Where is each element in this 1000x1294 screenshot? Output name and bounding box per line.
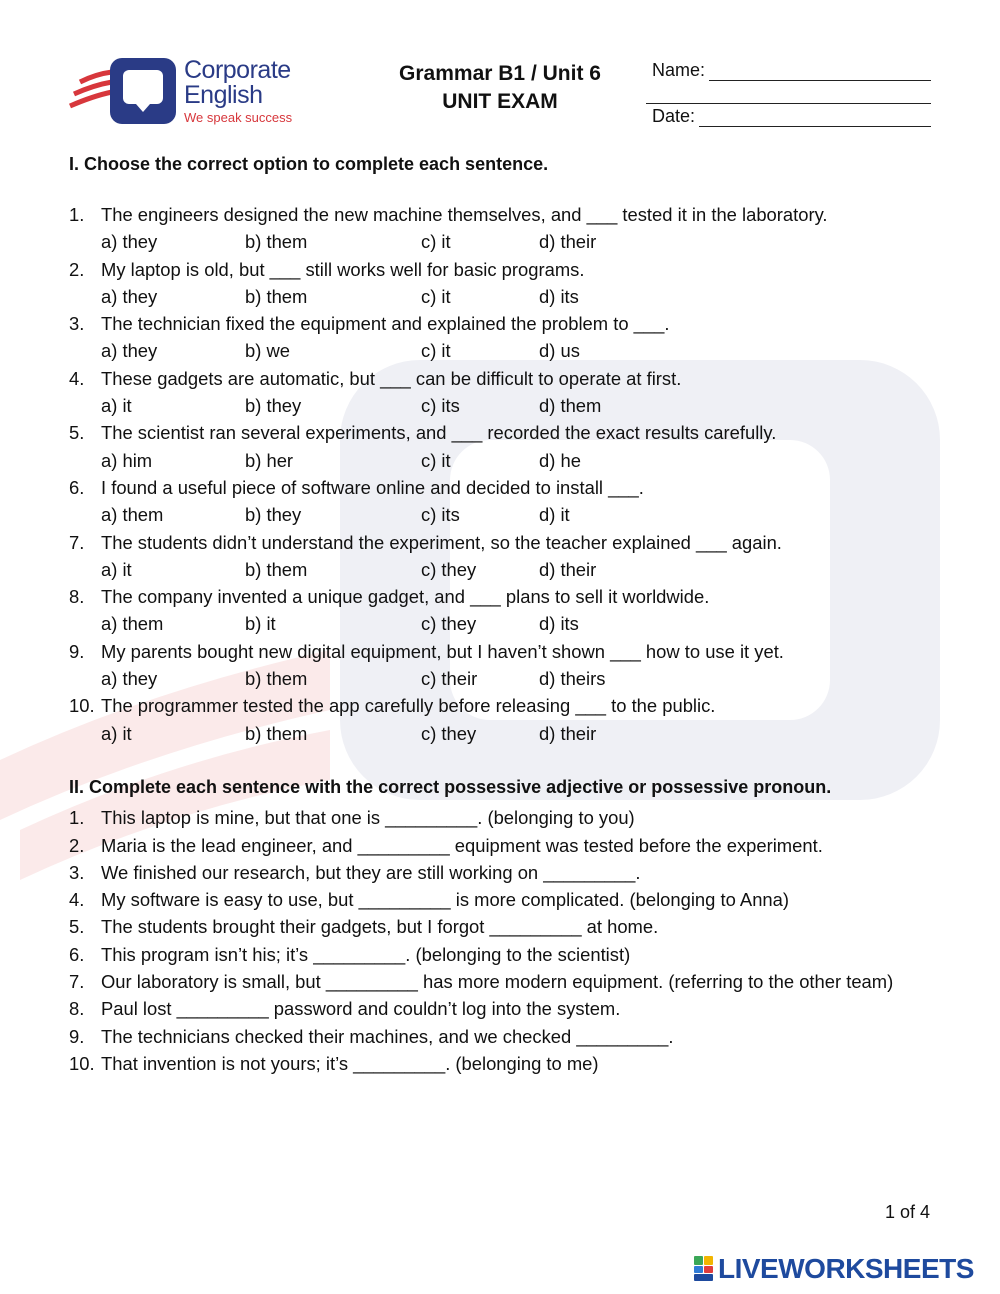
question-number: 4. — [69, 367, 85, 389]
option-d[interactable]: d) them — [539, 395, 602, 417]
option-b[interactable]: b) we — [245, 340, 290, 362]
option-b[interactable]: b) they — [245, 395, 302, 417]
fill-question-8 — [69, 995, 949, 1022]
option-d[interactable]: d) he — [539, 449, 581, 471]
option-a[interactable]: a) it — [101, 722, 132, 744]
option-a[interactable]: a) him — [101, 449, 153, 471]
exam-title-line1: Grammar B1 / Unit 6 — [399, 62, 601, 85]
option-d[interactable]: d) it — [539, 504, 570, 526]
question-text[interactable]: That invention is not yours; it’s _________. (belonging to me) — [101, 1052, 599, 1074]
question-text: These gadgets are automatic, but ___ can be difficult to operate at first. — [101, 367, 682, 389]
fill-question-10 — [69, 1050, 949, 1077]
question-text: The company invented a unique gadget, and ___ plans to sell it worldwide. — [101, 586, 710, 608]
question-text[interactable]: The students brought their gadgets, but I forgot _________ at home. — [101, 916, 659, 938]
page-number: 1 of 4 — [884, 1202, 930, 1222]
option-a[interactable]: a) it — [101, 395, 132, 417]
question-number: 6. — [69, 943, 85, 965]
liveworksheets-icon — [694, 1256, 714, 1282]
question-8 — [69, 583, 949, 638]
question-text[interactable]: This laptop is mine, but that one is _________. (belonging to you) — [101, 807, 635, 829]
section1-questions — [69, 201, 949, 747]
question-number: 1. — [69, 807, 85, 829]
option-c[interactable]: c) they — [421, 558, 477, 580]
option-a[interactable]: a) them — [101, 504, 164, 526]
logo-wordmark-english: English — [184, 81, 263, 109]
option-b[interactable]: b) them — [245, 668, 308, 690]
date-field[interactable] — [646, 104, 931, 127]
fill-question-6 — [69, 941, 949, 968]
option-c[interactable]: c) it — [421, 231, 451, 253]
option-b[interactable]: b) it — [245, 613, 276, 635]
fill-question-9 — [69, 1023, 949, 1050]
option-c[interactable]: c) they — [421, 722, 477, 744]
option-c[interactable]: c) its — [421, 395, 460, 417]
question-text[interactable]: Our laboratory is small, but _________ has more modern equipment. (referring to the other team) — [101, 971, 894, 993]
option-d[interactable]: d) its — [539, 285, 579, 307]
student-info-fields — [646, 58, 931, 127]
option-c[interactable]: c) it — [421, 285, 451, 307]
question-number: 10. — [69, 695, 95, 717]
question-number: 5. — [69, 916, 85, 938]
section2-questions — [69, 777, 949, 1077]
question-text: The students didn’t understand the experiment, so the teacher explained ___ again. — [101, 531, 782, 553]
option-d[interactable]: d) their — [539, 558, 597, 580]
option-d[interactable]: d) us — [539, 340, 580, 362]
option-c[interactable]: c) they — [421, 613, 477, 635]
question-text[interactable]: Paul lost _________ password and couldn’t log into the system. — [101, 998, 621, 1020]
section1-title: I. Choose the correct option to complete each sentence. — [69, 154, 549, 174]
option-c[interactable]: c) their — [421, 668, 478, 690]
question-number: 5. — [69, 422, 85, 444]
fill-question-7 — [69, 968, 949, 995]
question-2 — [69, 256, 949, 311]
option-b[interactable]: b) them — [245, 231, 308, 253]
question-text: My parents bought new digital equipment, but I haven’t shown ___ how to use it yet. — [101, 640, 784, 662]
question-number: 7. — [69, 531, 85, 553]
question-text: The technician fixed the equipment and explained the problem to ___. — [101, 313, 670, 335]
date-line[interactable] — [699, 108, 931, 127]
exam-title — [370, 60, 630, 116]
option-d[interactable]: d) theirs — [539, 668, 606, 690]
option-d[interactable]: d) its — [539, 613, 579, 635]
question-text: The programmer tested the app carefully before releasing ___ to the public. — [101, 695, 716, 717]
fill-question-3 — [69, 859, 949, 886]
question-text[interactable]: This program isn’t his; it’s _________. (belonging to the scientist) — [101, 943, 631, 965]
logo-mark-icon — [68, 56, 180, 126]
question-4 — [69, 365, 949, 420]
name-line[interactable] — [709, 62, 931, 81]
option-b[interactable]: b) them — [245, 558, 308, 580]
option-b[interactable]: b) them — [245, 285, 308, 307]
option-a[interactable]: a) it — [101, 558, 132, 580]
option-c[interactable]: c) it — [421, 449, 451, 471]
question-text: The engineers designed the new machine themselves, and ___ tested it in the laboratory. — [101, 204, 828, 225]
question-text: The scientist ran several experiments, and ___ recorded the exact results carefully. — [101, 422, 777, 444]
section2-title: II. Complete each sentence with the correct possessive adjective or possessive pronoun. — [69, 777, 832, 797]
option-c[interactable]: c) its — [421, 504, 460, 526]
fill-question-5 — [69, 913, 949, 940]
question-1 — [69, 201, 949, 256]
option-d[interactable]: d) their — [539, 722, 597, 744]
question-text: My laptop is old, but ___ still works well for basic programs. — [101, 258, 585, 280]
option-a[interactable]: a) they — [101, 340, 158, 362]
question-5 — [69, 419, 949, 474]
option-a[interactable]: a) they — [101, 231, 158, 253]
liveworksheets-brand — [694, 1253, 974, 1285]
date-label: Date: — [652, 106, 696, 126]
question-number: 7. — [69, 971, 85, 993]
question-number: 4. — [69, 889, 85, 911]
question-text: I found a useful piece of software online and decided to install ___. — [101, 476, 644, 498]
question-number: 3. — [69, 861, 85, 883]
logo-wordmark-corporate: Corporate — [184, 56, 291, 84]
question-number: 8. — [69, 998, 85, 1020]
option-b[interactable]: b) her — [245, 449, 294, 471]
question-7 — [69, 529, 949, 584]
option-a[interactable]: a) them — [101, 613, 164, 635]
question-text[interactable]: My software is easy to use, but _________ is more complicated. (belonging to Anna) — [101, 889, 789, 911]
question-number: 9. — [69, 640, 85, 662]
fill-question-1 — [69, 804, 949, 831]
fill-question-4 — [69, 886, 949, 913]
liveworksheets-wordmark: LIVEWORKSHEETS — [718, 1253, 974, 1284]
option-b[interactable]: b) them — [245, 722, 308, 744]
option-a[interactable]: a) they — [101, 668, 158, 690]
question-6 — [69, 474, 949, 529]
logo-tagline: We speak success — [184, 110, 293, 125]
question-9 — [69, 638, 949, 693]
corporate-english-logo — [68, 56, 298, 126]
question-number: 8. — [69, 586, 85, 608]
name-field[interactable] — [646, 58, 931, 81]
option-b[interactable]: b) they — [245, 504, 302, 526]
fill-question-2 — [69, 832, 949, 859]
question-text[interactable]: The technicians checked their machines, and we checked _________. — [101, 1025, 674, 1047]
option-c[interactable]: c) it — [421, 340, 451, 362]
question-number: 2. — [69, 258, 85, 280]
option-a[interactable]: a) they — [101, 285, 158, 307]
question-text[interactable]: Maria is the lead engineer, and _________ equipment was tested before the experiment. — [101, 834, 823, 856]
question-number: 1. — [69, 204, 85, 225]
option-d[interactable]: d) their — [539, 231, 597, 253]
exam-title-line2: UNIT EXAM — [442, 90, 558, 113]
question-number: 2. — [69, 834, 85, 856]
question-number: 3. — [69, 313, 85, 335]
question-number: 6. — [69, 476, 85, 498]
question-10 — [69, 692, 949, 747]
blank-line[interactable] — [646, 81, 931, 104]
name-label: Name: — [652, 60, 706, 80]
question-number: 10. — [69, 1052, 95, 1074]
question-number: 9. — [69, 1025, 85, 1047]
question-text[interactable]: We finished our research, but they are still working on _________. — [101, 861, 641, 883]
question-3 — [69, 310, 949, 365]
